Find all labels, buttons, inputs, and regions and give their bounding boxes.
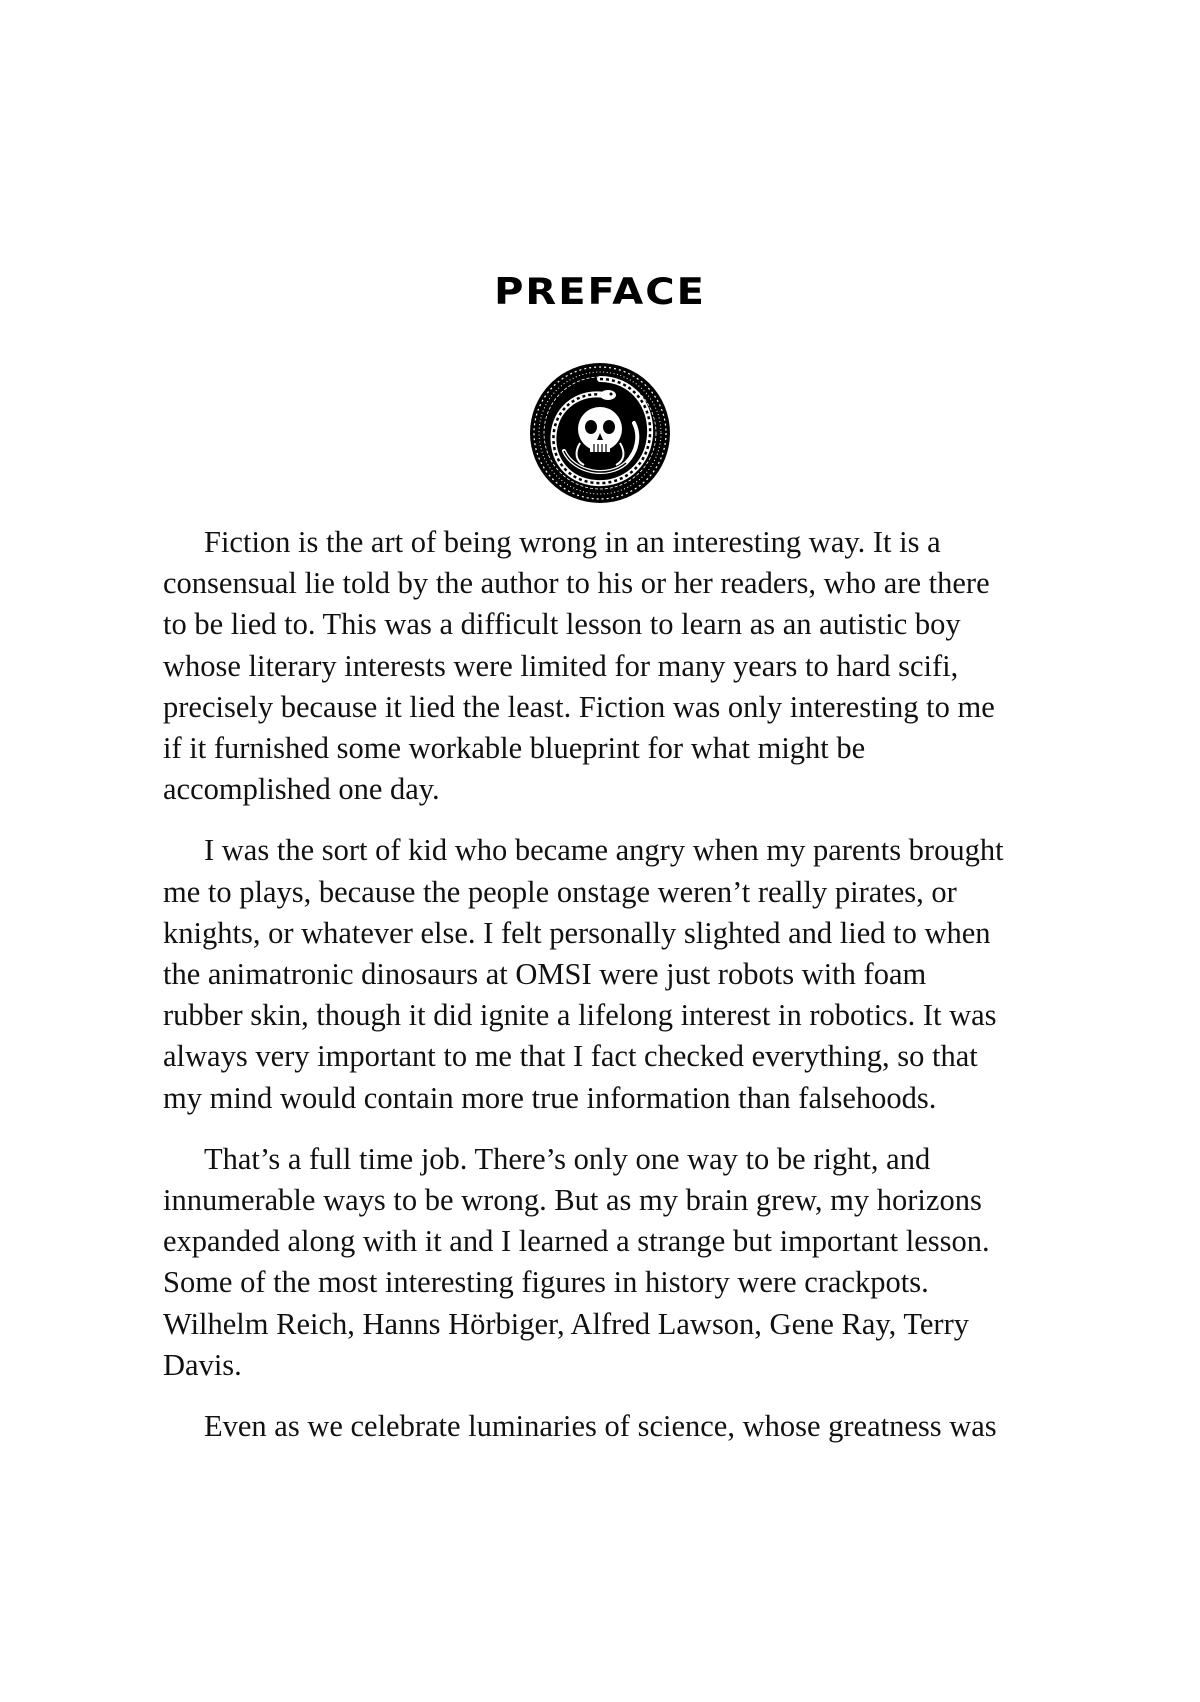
- text-line: Wilhelm Reich, Hanns Hörbiger, Alfred Lawson, Gene Ray, Terry: [163, 1306, 969, 1341]
- text-line: expanded along with it and I learned a strange but important lesson.: [163, 1224, 990, 1259]
- preface-body: [163, 522, 1043, 1467]
- text-line: precisely because it lied the least. Fiction was only interesting to me: [163, 689, 995, 724]
- paragraph: [163, 522, 1043, 810]
- text-line: Some of the most interesting figures in history were crackpots.: [163, 1265, 929, 1300]
- text-line: me to plays, because the people onstage weren’t really pirates, or: [163, 874, 957, 909]
- text-line: Even as we celebrate luminaries of science, whose greatness was: [204, 1409, 997, 1444]
- text-line: if it furnished some workable blueprint for what might be: [163, 731, 866, 766]
- text-line: innumerable ways to be wrong. But as my brain grew, my horizons: [163, 1183, 982, 1218]
- paragraph: [163, 1406, 1043, 1447]
- text-line: consensual lie told by the author to his or her readers, who are there: [163, 566, 990, 601]
- text-line: That’s a full time job. There’s only one way to be right, and: [204, 1141, 931, 1176]
- text-line: always very important to me that I fact checked everything, so that: [163, 1039, 978, 1074]
- ouroboros-skull-emblem-icon: [528, 361, 672, 505]
- text-line: to be lied to. This was a difficult lesson to learn as an autistic boy: [163, 607, 961, 642]
- page-title: PREFACE: [494, 270, 706, 314]
- text-line: my mind would contain more true information than falsehoods.: [163, 1080, 937, 1115]
- text-line: Fiction is the art of being wrong in an interesting way. It is a: [204, 525, 941, 559]
- text-line: rubber skin, though it did ignite a lifelong interest in robotics. It was: [163, 998, 997, 1033]
- text-line: accomplished one day.: [163, 772, 440, 807]
- text-line: whose literary interests were limited for many years to hard scifi,: [163, 648, 959, 683]
- text-line: Davis.: [163, 1347, 242, 1382]
- text-line: I was the sort of kid who became angry when my parents brought: [204, 833, 1004, 868]
- paragraph: [163, 1139, 1043, 1386]
- paragraph: [163, 830, 1043, 1118]
- text-line: the animatronic dinosaurs at OMSI were just robots with foam: [163, 957, 927, 992]
- text-line: knights, or whatever else. I felt personally slighted and lied to when: [163, 915, 991, 950]
